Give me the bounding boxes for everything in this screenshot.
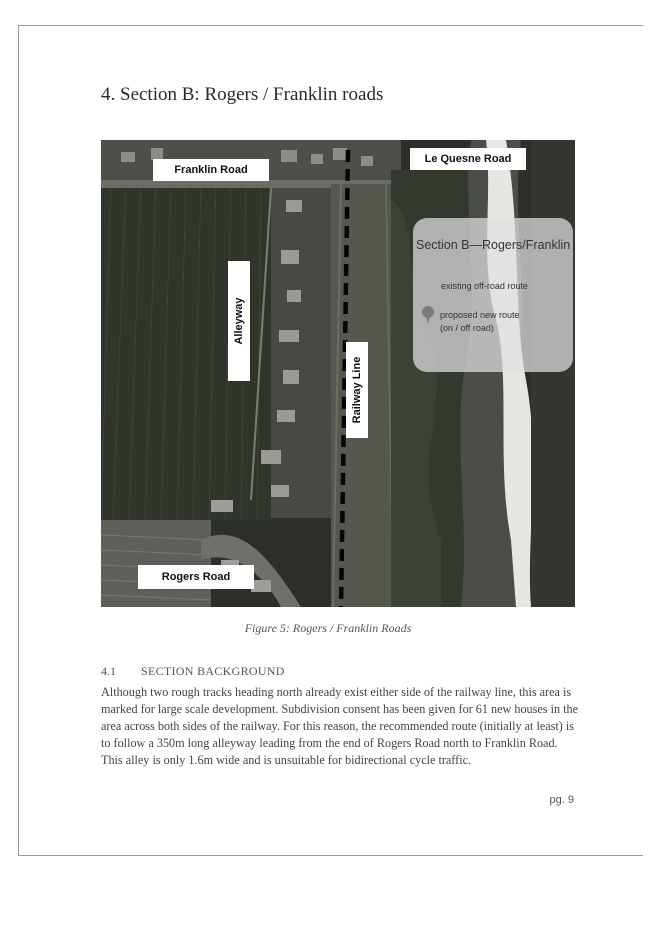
map-pin-icon [422,306,434,318]
aerial-map [101,140,575,607]
section-heading: 4. Section B: Rogers / Franklin roads [101,84,384,105]
aerial-photo-graphic [101,140,575,607]
label-rogers-road: Rogers Road [138,565,254,589]
section-number: 4.1 [101,664,116,678]
legend-proposed-line1: proposed new route [440,310,520,320]
page-number: pg. 9 [549,794,574,806]
top-rule [18,25,643,26]
label-franklin-road: Franklin Road [153,159,269,181]
bottom-rule [18,855,643,856]
legend-proposed-route [440,309,520,335]
label-railway-line: Railway Line [346,342,368,438]
left-rule [18,25,19,855]
legend-existing-route: existing off-road route [441,281,528,291]
figure-caption: Figure 5: Rogers / Franklin Roads [244,621,412,635]
legend-title: Section B—Rogers/Franklin [416,238,571,252]
label-le-quesne-road: Le Quesne Road [410,148,526,170]
section-title: SECTION BACKGROUND [141,664,285,678]
map-legend [413,218,573,372]
label-alleyway: Alleyway [228,261,250,381]
section-body: Although two rough tracks heading north already exist either side of the railway line, this area is marked for large scale development. Subdivision consent has been given for 61 new houses in the area across both sides of the railway. For this reason, the recommended route (initially at least) is to follow a 350m long alleyway leading from the end of Rogers Road north to Franklin Road. This alley is only 1.6m wide and is unsuitable for bidirectional cycle traffic. [101,685,578,767]
legend-proposed-line2: (on / off road) [440,323,494,333]
